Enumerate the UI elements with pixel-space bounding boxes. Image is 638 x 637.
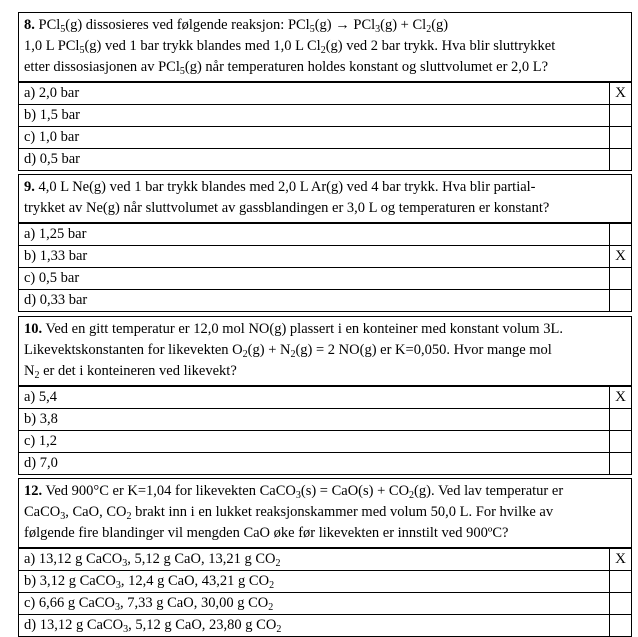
stem-text: Ved en gitt temperatur er 12,0 mol NO(g) plassert i en konteiner med konstant volum 3L. <box>45 321 563 337</box>
option-row[interactable] <box>19 548 631 570</box>
question-number: 8. <box>24 17 35 33</box>
stem-line <box>24 319 626 340</box>
question-block <box>18 478 632 637</box>
answer-mark-cell[interactable] <box>609 224 631 245</box>
answer-mark-cell[interactable] <box>609 290 631 311</box>
answer-mark-cell[interactable] <box>609 571 631 592</box>
stem-line: CaCO$_3$, CaO, $CO_2$ brakt inn i en lukket reaksjonskammer med volum 50,0 L. For hvilke av <box>24 504 554 522</box>
option-text: a) 1,25 bar <box>24 226 87 242</box>
answer-mark-cell[interactable]: X <box>609 549 631 570</box>
option-row[interactable] <box>19 430 631 452</box>
answer-mark-cell[interactable] <box>609 149 631 170</box>
option-text: a) 13,12 g CaCO$_3$, 5,12 g CaO, 13,21 g $CO_2$ <box>24 551 281 569</box>
answer-mark-cell[interactable] <box>609 268 631 289</box>
option-row[interactable] <box>19 267 631 289</box>
option-text: b) 1,33 bar <box>24 248 88 264</box>
option-text: d) 7,0 <box>24 455 58 471</box>
option-text: a) 2,0 bar <box>24 85 80 101</box>
question-number: 10. <box>24 321 43 337</box>
option-text: b) 1,5 bar <box>24 107 80 123</box>
option-row[interactable] <box>19 126 631 148</box>
option-text: c) 1,2 <box>24 433 58 449</box>
stem-line <box>24 481 626 502</box>
stem-line: følgende fire blandinger vil mengden CaO øke før likevekten er innstilt ved 900ºC? <box>24 525 509 541</box>
option-row[interactable] <box>19 245 631 267</box>
stem-text: Ved 900°C er K=1,04 for likevekten CaCO$_3$(s) = $CaO(s) + CO_2(g)$. Ved lav temperatur er <box>45 483 564 501</box>
answer-mark-cell[interactable]: X <box>609 246 631 267</box>
answer-mark-cell[interactable]: X <box>609 387 631 408</box>
option-row[interactable] <box>19 614 631 636</box>
option-row[interactable] <box>19 452 631 474</box>
answer-mark-cell[interactable] <box>609 593 631 614</box>
stem-line <box>24 15 626 36</box>
question-block <box>18 316 632 475</box>
answer-mark-cell[interactable] <box>609 105 631 126</box>
option-row[interactable] <box>19 82 631 104</box>
answer-mark-cell[interactable] <box>609 127 631 148</box>
option-text: a) 5,4 <box>24 389 58 405</box>
option-row[interactable] <box>19 386 631 408</box>
question-stem <box>19 479 631 548</box>
option-row[interactable] <box>19 148 631 170</box>
stem-line <box>24 177 626 198</box>
option-text: b) 3,12 g CaCO$_3$, 12,4 g CaO, 43,21 g $CO_2$ <box>24 573 275 591</box>
option-text: c) 6,66 g CaCO$_3$, 7,33 g CaO, 30,00 g $CO_2$ <box>24 595 274 613</box>
option-row[interactable] <box>19 289 631 311</box>
stem-text: PCl$_5$(g) dissosieres ved følgende reaksjon: $PCl_5(g) \to PCl_3(g) + Cl_2(g)$ <box>38 17 449 35</box>
question-stem <box>19 175 631 223</box>
option-row[interactable] <box>19 408 631 430</box>
option-row[interactable] <box>19 570 631 592</box>
question-number: 9. <box>24 179 35 195</box>
stem-text: 4,0 L Ne(g) ved 1 bar trykk blandes med 2,0 L Ar(g) ved 4 bar trykk. Hva blir partial- <box>38 179 536 195</box>
question-block <box>18 174 632 312</box>
option-text: c) 0,5 bar <box>24 270 80 286</box>
stem-line: trykket av Ne(g) når sluttvolumet av gassblandingen er 3,0 L og temperaturen er konstant? <box>24 200 550 216</box>
option-text: b) 3,8 <box>24 411 58 427</box>
answer-mark-cell[interactable] <box>609 409 631 430</box>
answer-mark-cell[interactable] <box>609 431 631 452</box>
answer-mark-cell[interactable] <box>609 453 631 474</box>
option-text: d) 13,12 g CaCO$_3$, 5,12 g CaO, 23,80 g $CO_2$ <box>24 617 282 635</box>
option-row[interactable] <box>19 223 631 245</box>
option-text: d) 0,33 bar <box>24 292 88 308</box>
option-row[interactable] <box>19 104 631 126</box>
stem-line: etter dissosiasjonen av PCl$_5$(g) når temperaturen holdes konstant og sluttvolumet er 2,0 L? <box>24 59 549 77</box>
option-text: d) 0,5 bar <box>24 151 80 167</box>
question-stem <box>19 317 631 386</box>
question-stem <box>19 13 631 82</box>
stem-line: $N_2$ er det i konteineren ved likevekt? <box>24 363 237 381</box>
answer-mark-cell[interactable] <box>609 615 631 636</box>
option-text: c) 1,0 bar <box>24 129 80 145</box>
stem-line: 1,0 L PCl$_5$(g) ved 1 bar trykk blandes med 1,0 L $Cl_2(g)$ ved 2 bar trykk. Hva blir sluttrykket <box>24 38 556 56</box>
answer-mark-cell[interactable]: X <box>609 83 631 104</box>
question-block <box>18 12 632 171</box>
stem-line: Likevektskonstanten for likevekten $O_2(g) + N_2(g) = 2$ NO(g) er K=0,050. Hvor mange mol <box>24 342 552 360</box>
question-number: 12. <box>24 483 43 499</box>
option-row[interactable] <box>19 592 631 614</box>
